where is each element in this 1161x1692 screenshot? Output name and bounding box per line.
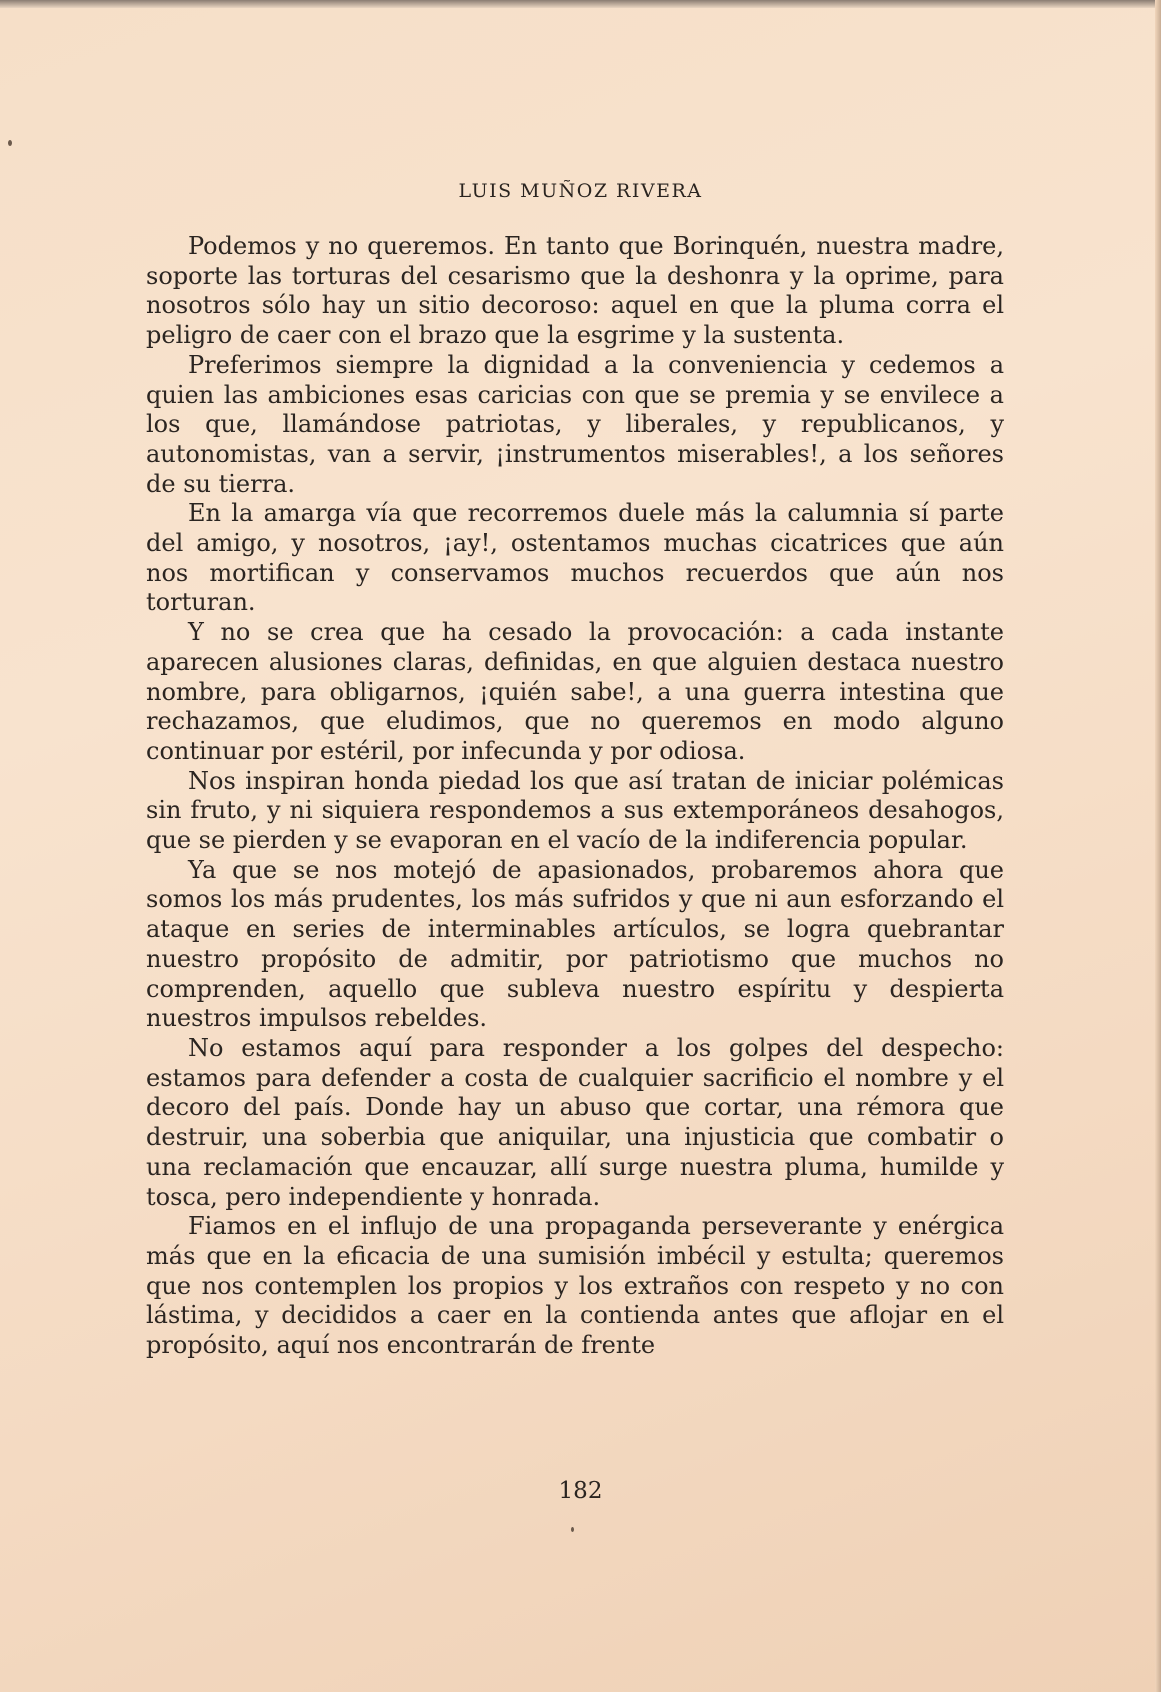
page-top-edge bbox=[0, 0, 1161, 8]
running-head: LUIS MUÑOZ RIVERA bbox=[458, 180, 703, 202]
paragraph: No estamos aquí para responder a los golpes del despecho: estamos para defender a costa de cualquier sacrificio el nombre y el decoro del país. Donde hay un abuso que cortar, una rémora que destruir, una soberbia que aniquilar, una injusticia que combatir o una reclamación que encauzar, allí surge nuestra pluma, humilde y tosca, pero independiente y honrada. bbox=[146, 1033, 1004, 1211]
paper-speck bbox=[571, 1527, 574, 1532]
paragraph: En la amarga vía que recorremos duele más la calumnia sí parte del amigo, y nosotros, ¡ay!, ostentamos muchas cicatrices que aún nos mortifican y conservamos muchos recuerdos que aún nos torturan. bbox=[146, 499, 1004, 617]
page-right-edge bbox=[1155, 0, 1161, 1692]
paper-speck bbox=[8, 140, 12, 146]
paragraph: Y no se crea que ha cesado la provocación: a cada instante aparecen alusiones claras, definidas, en que alguien destaca nuestro nombre, para obligarnos, ¡quién sabe!, a una guerra intestina que rechazamos, que eludimos, que no queremos en modo alguno continuar por estéril, por infecunda y por odiosa. bbox=[146, 618, 1004, 765]
page-number: 182 bbox=[558, 1478, 603, 1504]
paragraph: Fiamos en el influjo de una propaganda perseverante y enérgica más que en la eficacia de una sumisión imbécil y estulta; queremos que nos contemplen los propios y los extraños con respeto y no con lástima, y decididos a caer en la contienda antes que aflojar en el propósito, aquí nos encontrarán de frente bbox=[146, 1212, 1004, 1360]
paragraph: Nos inspiran honda piedad los que así tratan de iniciar polémicas sin fruto, y ni siquiera respondemos a sus extemporáneos desahogos, que se pierden y se evaporan en el vacío de la indiferencia popular. bbox=[146, 766, 1004, 855]
paragraph: Podemos y no queremos. En tanto que Borinquén, nuestra madre, soporte las torturas del cesarismo que la deshonra y la oprime, para nosotros sólo hay un sitio decoroso: aquel en que la pluma corra el peligro de caer con el brazo que la esgrime y la sustenta. bbox=[146, 232, 1004, 350]
body-text bbox=[146, 232, 1004, 1361]
paragraph: Ya que se nos motejó de apasionados, probaremos ahora que somos los más prudentes, los más sufridos y que ni aun esforzando el ataque en series de interminables artículos, se logra quebrantar nuestro propósito de admitir, por patriotismo que muchos no comprenden, aquello que subleva nuestro espíritu y despierta nuestros impulsos rebeldes. bbox=[146, 855, 1004, 1033]
paragraph: Preferimos siempre la dignidad a la conveniencia y cedemos a quien las ambiciones esas caricias con que se premia y se envilece a los que, llamándose patriotas, y liberales, y republicanos, y autonomistas, van a servir, ¡instrumentos miserables!, a los señores de su tierra. bbox=[146, 350, 1004, 498]
